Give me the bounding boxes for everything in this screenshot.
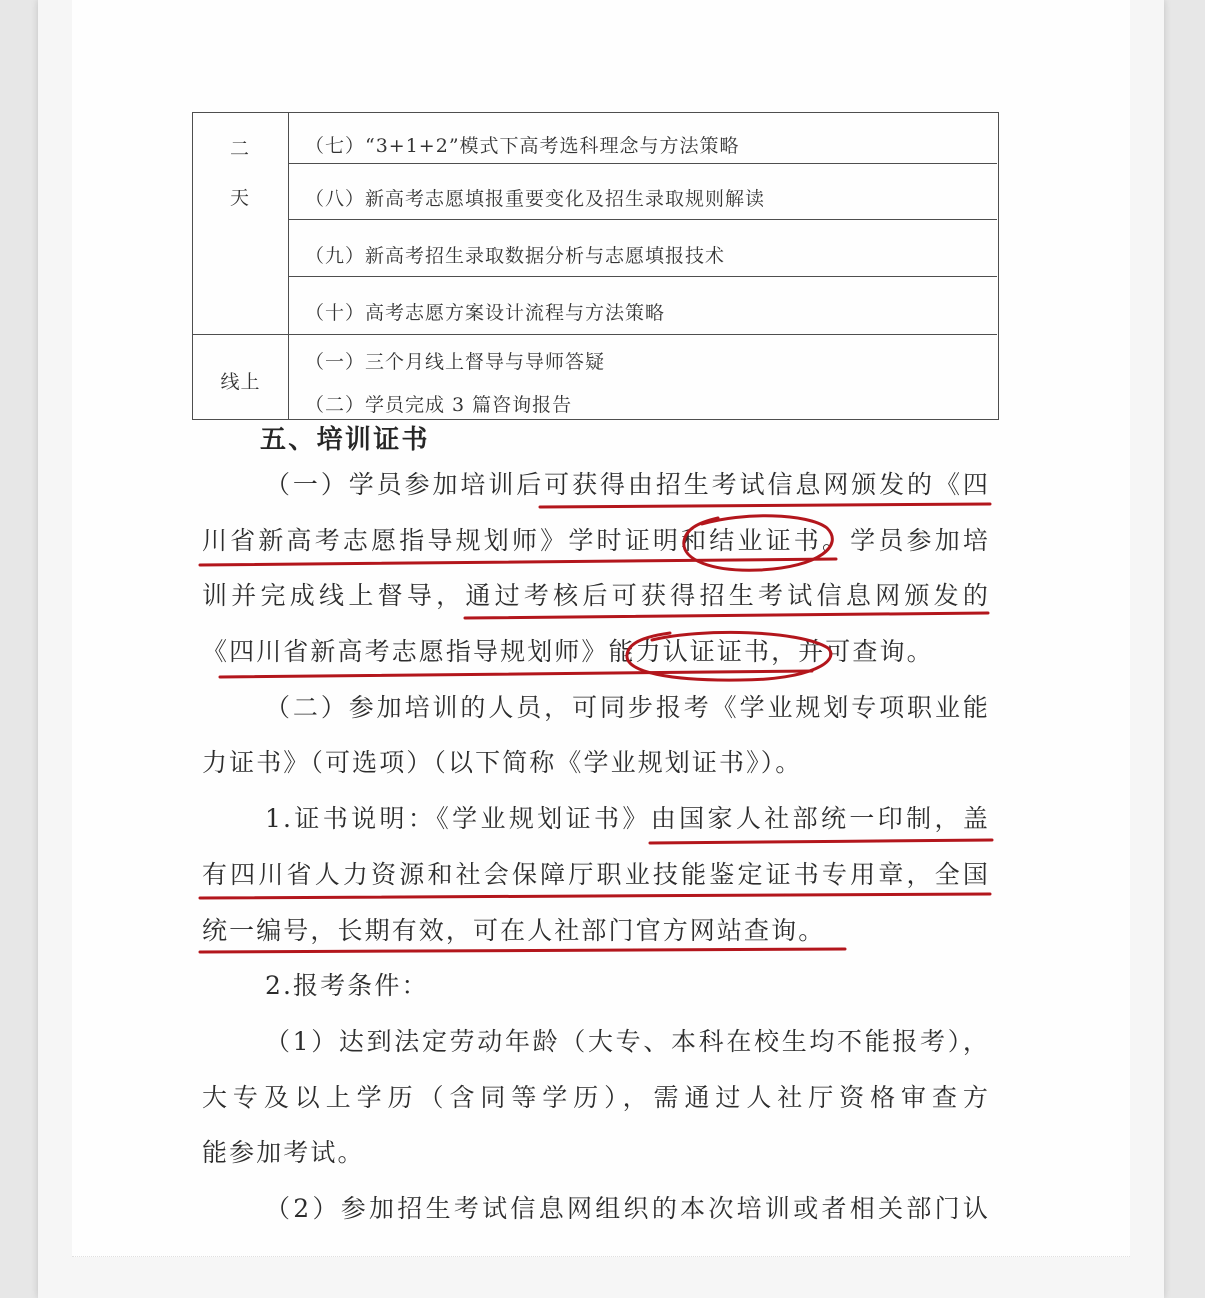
course-item-text: （二）学员完成 3 篇咨询报告: [305, 394, 573, 416]
body-text-line: 大专及以上学历（含同等学历），需通过人社厅资格审查方: [202, 1082, 990, 1112]
table-row: [289, 164, 997, 220]
body-text-line: 有四川省人力资源和社会保障厅职业技能鉴定证书专用章，全国: [202, 859, 990, 889]
day-label-char: 天: [229, 187, 250, 209]
course-item-text: （七）“3+1+2”模式下高考选科理念与方法策略: [305, 134, 740, 157]
section-heading: 五、培训证书: [260, 425, 430, 455]
section-body: [202, 457, 990, 1237]
body-text-line: 川省新高考志愿指导规划师》学时证明和结业证书。学员参加培: [202, 525, 990, 555]
day-label-char: 二: [229, 138, 250, 160]
table-row: [289, 220, 997, 277]
body-text-line: 1.证书说明：《学业规划证书》由国家人社部统一印制，盖: [265, 804, 990, 834]
course-item-text: （九）新高考招生录取数据分析与志愿填报技术: [305, 244, 726, 267]
course-schedule-table: [192, 112, 999, 420]
day-cell-day-two: [193, 113, 289, 334]
body-text-line: 力证书》（可选项）（以下简称《学业规划证书》）。: [202, 748, 803, 778]
table-row: [289, 113, 997, 164]
body-text-line: （1）达到法定劳动年龄（大专、本科在校生均不能报考），: [265, 1026, 990, 1056]
body-text-line: （一）学员参加培训后可获得由招生考试信息网颁发的《四: [265, 470, 990, 499]
course-item-text: （八）新高考志愿填报重要变化及招生录取规则解读: [305, 188, 766, 210]
table-row: [289, 277, 997, 334]
body-text-line: 能参加考试。: [202, 1138, 365, 1168]
body-text-line: （二）参加培训的人员，可同步报考《学业规划专项职业能: [265, 692, 990, 722]
course-item-text: （一）三个月线上督导与导师答疑: [305, 351, 606, 373]
course-item-text: （十）高考志愿方案设计流程与方法策略: [305, 302, 666, 324]
body-text-line: 统一编号，长期有效，可在人社部门官方网站查询。: [202, 915, 826, 945]
body-text-line: 《四川省新高考志愿指导规划师》能力认证证书，并可查询。: [202, 637, 934, 667]
day-cell-online: 线上: [193, 335, 289, 419]
table-row-online: [193, 334, 997, 418]
body-text-line: 训并完成线上督导，通过考核后可获得招生考试信息网颁发的: [202, 581, 990, 611]
body-text-line: 2.报考条件：: [265, 971, 429, 1001]
body-text-line: （2）参加招生考试信息网组织的本次培训或者相关部门认: [265, 1193, 990, 1223]
